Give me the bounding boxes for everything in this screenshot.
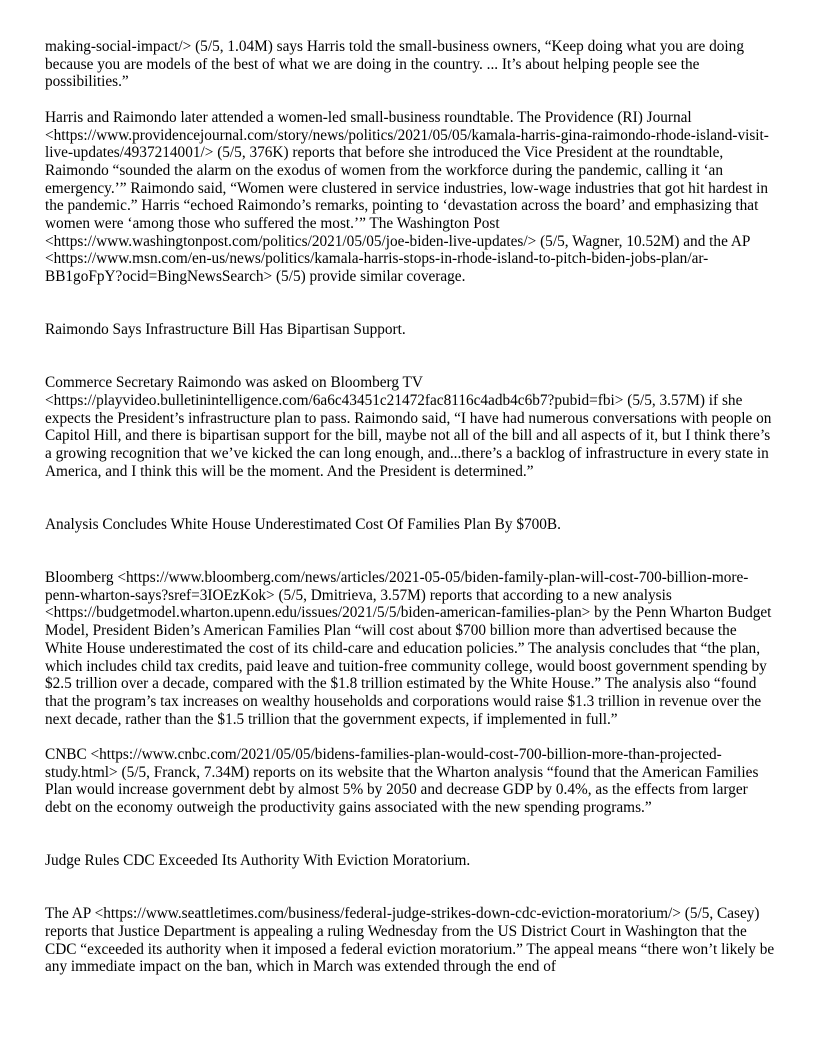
spacer	[45, 728, 775, 746]
spacer	[45, 817, 775, 852]
paragraph-bloomberg-analysis: Bloomberg <https://www.bloomberg.com/news/articles/2021-05-05/biden-family-plan-will-cost-700-billion-more-penn-wharton-says?sref=3IOEzKok> (5/5, Dmitrieva, 3.57M) reports that according to a new analysis <https://budgetmodel.wharton.upenn.edu/issues/2021/5/5/biden-american-families-plan> by the Penn Wharton Budget Model, President Biden’s American Families Plan “will cost about $700 billion more than advertised because the White House underestimated the cost of its child-care and education policies.” The analysis concludes that “the plan, which includes child tax credits, paid leave and tuition-free community college, would boost government spending by $2.5 trillion over a decade, compared with the $1.8 trillion estimated by the White House.” The analysis also “found that the program’s tax increases on wealthy households and corporations would raise $1.3 trillion in revenue over the next decade, rather than the $1.5 trillion that the government expects, if implemented in full.”	[45, 569, 772, 728]
spacer	[45, 286, 775, 321]
spacer	[45, 870, 775, 905]
document-page	[45, 38, 775, 976]
paragraph-ap-eviction: The AP <https://www.seattletimes.com/business/federal-judge-strikes-down-cdc-eviction-moratorium/> (5/5, Casey) reports that Justice Department is appealing a ruling Wednesday from the US District Court in Washington that the CDC “exceeded its authority when it imposed a federal eviction moratorium.” The appeal means “there won’t likely be any immediate impact on the ban, which in March was extended through the end of	[45, 905, 775, 976]
paragraph-cnbc: CNBC <https://www.cnbc.com/2021/05/05/bidens-families-plan-would-cost-700-billion-more-than-projected-study.html> (5/5, Franck, 7.34M) reports on its website that the Wharton analysis “found that the American Families Plan would increase government debt by almost 5% by 2050 and decrease GDP by 0.4%, as the effects from larger debt on the economy outweigh the productivity gains associated with the new spending programs.”	[45, 746, 759, 817]
spacer	[45, 91, 775, 109]
spacer	[45, 534, 775, 569]
paragraph-bloomberg-tv: Commerce Secretary Raimondo was asked on Bloomberg TV <https://playvideo.bulletinintelligence.com/6a6c43451c21472fac8116c4adb4c6b7?pubid=fbi> (5/5, 3.57M) if she expects the President’s infrastructure plan to pass. Raimondo said, “I have had numerous conversations with people on Capitol Hill, and there is bipartisan support for the bill, maybe not all of the bill and all aspects of it, but I think there’s a growing recognition that we’ve kicked the can long enough, and...there’s a backlog of infrastructure in every state in America, and I think this will be the moment. And the President is determined.”	[45, 374, 772, 480]
headline-infrastructure: Raimondo Says Infrastructure Bill Has Bipartisan Support.	[45, 321, 406, 339]
paragraph-roundtable: Harris and Raimondo later attended a women-led small-business roundtable. The Providence (RI) Journal <https://www.providencejournal.com/story/news/politics/2021/05/05/kamala-harris-gina-raimondo-rhode-island-visit-live-updates/4937214001/> (5/5, 376K) reports that before she introduced the Vice President at the roundtable, Raimondo “sounded the alarm on the exodus of women from the workforce during the pandemic, calling it ‘an emergency.’” Raimondo said, “Women were clustered in service industries, low-wage industries that got hit hardest in the pandemic.” Harris “echoed Raimondo’s remarks, pointing to ‘devastation across the board’ and emphasizing that women were ‘among those who suffered the most.’” The Washington Post <https://www.washingtonpost.com/politics/2021/05/05/joe-biden-live-updates/> (5/5, Wagner, 10.52M) and the AP <https://www.msn.com/en-us/news/politics/kamala-harris-stops-in-rhode-island-to-pitch-biden-jobs-plan/ar-BB1goFpY?ocid=BingNewsSearch> (5/5) provide similar coverage.	[45, 108, 769, 286]
headline-eviction-moratorium: Judge Rules CDC Exceeded Its Authority With Eviction Moratorium.	[45, 852, 471, 870]
spacer	[45, 481, 775, 516]
headline-families-plan: Analysis Concludes White House Underestimated Cost Of Families Plan By $700B.	[45, 515, 561, 533]
paragraph-harris-quote: making-social-impact/> (5/5, 1.04M) says Harris told the small-business owners, “Keep doing what you are doing because you are models of the best of what we are doing in the country. ... It’s about helping people see the possibilities.”	[45, 38, 744, 91]
spacer	[45, 339, 775, 374]
